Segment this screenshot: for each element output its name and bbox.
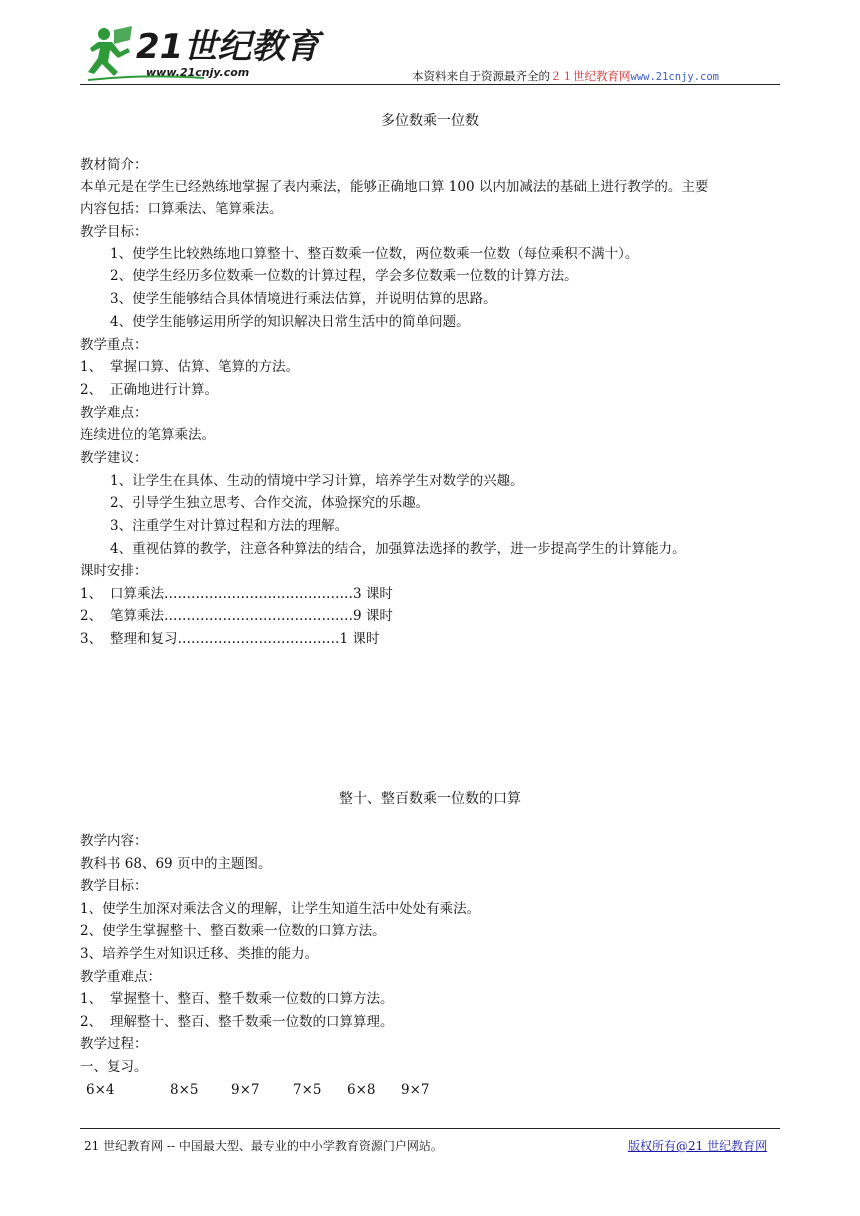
- key-point-text: 正确地进行计算。: [110, 382, 218, 398]
- schedule-item: [80, 606, 393, 626]
- advice-item: 3、注重学生对计算过程和方法的理解。: [110, 518, 349, 534]
- review-heading: 一、复习。: [80, 1059, 148, 1075]
- advice-heading: 教学建议：: [80, 450, 148, 466]
- site-logo: [84, 22, 320, 86]
- key2-point: [80, 989, 394, 1009]
- key-point-text: 掌握口算、估算、笔算的方法。: [110, 359, 299, 375]
- goal-item: 1、使学生比较熟练地口算整十、整百数乘一位数，两位数乘一位数（每位乘积不满十）。: [110, 246, 639, 262]
- goal2-item: 3、培养学生对知识迁移、类推的能力。: [80, 946, 319, 962]
- schedule-text: 口算乘法……………………………………3 课时: [110, 586, 393, 602]
- difficulty-heading: 教学难点：: [80, 405, 148, 421]
- intro-heading: 教材简介：: [80, 157, 148, 173]
- calc-item: 9×7: [231, 1082, 260, 1098]
- key2-point-num: 2、: [80, 1014, 103, 1030]
- key-point-num: 1、: [80, 359, 103, 375]
- logo-url: www.21cnjy.com: [146, 66, 250, 79]
- goal2-item: 1、使学生加深对乘法含义的理解，让学生知道生活中处处有乘法。: [80, 901, 481, 917]
- intro-text-2: 内容包括：口算乘法、笔算乘法。: [80, 201, 283, 217]
- goals2-heading: 教学目标：: [80, 878, 148, 894]
- content-text: 教科书 68、69 页中的主题图。: [80, 856, 272, 872]
- runner-logo-icon: [84, 22, 320, 86]
- key-heading: 教学重点：: [80, 337, 148, 353]
- key2-point-text: 掌握整十、整百、整千数乘一位数的口算方法。: [110, 991, 394, 1007]
- goal-item: 2、使学生经历多位数乘一位数的计算过程，学会多位数乘一位数的计算方法。: [110, 268, 578, 284]
- source-prefix: 本资料来自于资源最齐全的: [412, 69, 550, 83]
- calc-row: [86, 1080, 430, 1100]
- goal-item: 3、使学生能够结合具体情境进行乘法估算，并说明估算的思路。: [110, 291, 497, 307]
- key2-heading: 教学重难点：: [80, 969, 161, 985]
- logo-text: 21世纪教育: [136, 27, 320, 67]
- advice-item: 2、引导学生独立思考、合作交流，体验探究的乐趣。: [110, 495, 430, 511]
- calc-item: 9×7: [401, 1082, 430, 1098]
- schedule-item: [80, 584, 393, 604]
- calc-item: 8×5: [170, 1082, 199, 1098]
- schedule-item: [80, 629, 379, 649]
- schedule-text: 笔算乘法……………………………………9 课时: [110, 608, 393, 624]
- key-point: [80, 357, 299, 377]
- difficulty-text: 连续进位的笔算乘法。: [80, 427, 215, 443]
- key2-point-text: 理解整十、整百、整千数乘一位数的口算算理。: [110, 1014, 394, 1030]
- key2-point: [80, 1012, 394, 1032]
- process-heading: 教学过程：: [80, 1036, 148, 1052]
- content-heading: 教学内容：: [80, 833, 148, 849]
- copyright-link[interactable]: 版权所有@21 世纪教育网: [628, 1139, 768, 1153]
- calc-item: 7×5: [293, 1082, 322, 1098]
- schedule-num: 2、: [80, 608, 103, 624]
- calc-item: 6×8: [347, 1082, 376, 1098]
- source-url[interactable]: www.21cnjy.com: [630, 71, 720, 83]
- header-source-line: [412, 68, 719, 84]
- goals-heading: 教学目标：: [80, 224, 148, 240]
- key-point-num: 2、: [80, 382, 103, 398]
- schedule-heading: 课时安排：: [80, 563, 148, 579]
- source-site: ２１世纪教育网: [550, 69, 631, 83]
- schedule-text: 整理和复习………………………………1 课时: [110, 631, 380, 647]
- footer-text: 21 世纪教育网 -- 中国最大型、最专业的中小学教育资源门户网站。: [84, 1139, 443, 1153]
- calc-item: 6×4: [86, 1082, 115, 1098]
- key2-point-num: 1、: [80, 991, 103, 1007]
- section1-title: 多位数乘一位数: [381, 113, 479, 129]
- key-point: [80, 380, 218, 400]
- advice-item: 1、让学生在具体、生动的情境中学习计算，培养学生对数学的兴趣。: [110, 473, 524, 489]
- goal-item: 4、使学生能够运用所学的知识解决日常生活中的简单问题。: [110, 314, 470, 330]
- schedule-num: 3、: [80, 631, 103, 647]
- intro-text-1: 本单元是在学生已经熟练地掌握了表内乘法，能够正确地口算 100 以内加减法的基础上进行教学的。主要: [80, 179, 709, 195]
- section2-title: 整十、整百数乘一位数的口算: [339, 791, 521, 807]
- header-divider: [80, 84, 780, 85]
- goal2-item: 2、使学生掌握整十、整百数乘一位数的口算方法。: [80, 923, 386, 939]
- advice-item: 4、重视估算的教学，注意各种算法的结合，加强算法选择的教学，进一步提高学生的计算能力。: [110, 541, 686, 557]
- footer-divider: [80, 1128, 780, 1129]
- schedule-num: 1、: [80, 586, 103, 602]
